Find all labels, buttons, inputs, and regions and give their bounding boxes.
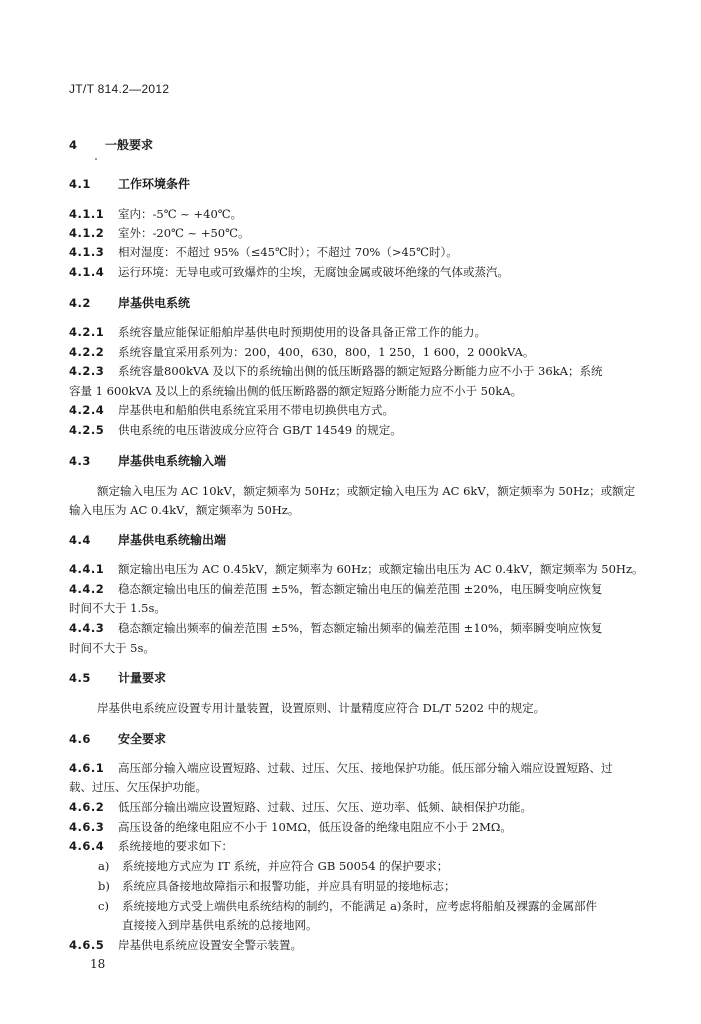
clause-number: 4.4.3 [69, 621, 105, 635]
section-4-5-text: 岸基供电系统应设置专用计量装置，设置原则、计量精度应符合 DL/T 5202 中的规定。 [97, 701, 546, 715]
clause-number: 4.6.1 [69, 761, 105, 775]
clause-4-6-1-continued: 载、过压、欠压保护功能。 [69, 780, 207, 794]
clause-number: 4.1.1 [69, 207, 105, 221]
clause-number: 4.4.2 [69, 582, 105, 596]
clause-number: 4.2.4 [69, 403, 105, 417]
clause-text: 系统容量宜采用系列为：200，400，630，800，1 250，1 600，2 000kVA。 [118, 345, 535, 359]
clause-number: 4.6.4 [69, 839, 105, 853]
list-item-text: 系统接地方式受上端供电系统结构的制约，不能满足 a)条时，应考虑将船舶及裸露的金属部件 [122, 899, 597, 913]
section-number: 4.3 [69, 454, 91, 468]
clause-number: 4.2.1 [69, 325, 105, 339]
list-item-label: c) [98, 899, 109, 913]
clause-4-6-4 [69, 839, 233, 853]
section-4-2-heading [69, 296, 190, 310]
section-title: 计量要求 [118, 671, 167, 685]
clause-text: 系统容量800kVA 及以下的系统输出侧的低压断路器的额定短路分断能力应不小于 36kA；系统 [118, 364, 603, 378]
page-number: 18 [90, 957, 106, 971]
clause-text: 室内：-5℃ ~ +40℃。 [118, 207, 243, 221]
section-4-6-heading [69, 732, 166, 746]
scan-speck [95, 158, 97, 160]
clause-number: 4.6.2 [69, 800, 105, 814]
list-item-b [98, 879, 456, 893]
clause-number: 4.6.3 [69, 820, 105, 834]
clause-4-4-1 [69, 562, 644, 576]
clause-text: 低压部分输出端应设置短路、过载、过压、欠压、逆功率、低频、缺相保护功能。 [118, 800, 532, 814]
clause-text: 岸基供电系统应设置安全警示装置。 [118, 938, 302, 952]
clause-number: 4.2.2 [69, 345, 105, 359]
section-4-3-heading [69, 454, 226, 468]
clause-text: 运行环境：无导电或可致爆炸的尘埃，无腐蚀金属或破坏绝缘的气体或蒸汽。 [118, 265, 509, 279]
list-item-text: 系统接地方式应为 IT 系统，并应符合 GB 50054 的保护要求； [122, 859, 449, 873]
section-title: 一般要求 [105, 138, 154, 152]
section-number: 4.6 [69, 732, 91, 746]
clause-number: 4.1.2 [69, 226, 105, 240]
clause-text: 稳态额定输出电压的偏差范围 ±5%，暂态额定输出电压的偏差范围 ±20%，电压瞬变响应恢复 [118, 582, 603, 596]
clause-text: 室外：-20℃ ~ +50℃。 [118, 226, 250, 240]
section-title: 工作环境条件 [118, 177, 191, 191]
section-title: 岸基供电系统 [118, 296, 191, 310]
section-number: 4.1 [69, 177, 91, 191]
list-item-label: a) [98, 859, 110, 873]
clause-4-1-3 [69, 245, 458, 259]
clause-4-2-4 [69, 403, 394, 417]
clause-text: 高压部分输入端应设置短路、过载、过压、欠压、接地保护功能。低压部分输入端应设置短路、过 [118, 761, 613, 775]
clause-4-1-2 [69, 226, 249, 240]
clause-number: 4.2.5 [69, 423, 105, 437]
list-item-text: 系统应具备接地故障指示和报警功能，并应具有明显的接地标志； [122, 879, 456, 893]
section-title: 安全要求 [118, 732, 167, 746]
clause-4-2-3-continued: 容量 1 600kVA 及以上的系统输出侧的低压断路器的额定短路分断能力应不小于 50kA。 [69, 384, 523, 398]
section-title: 岸基供电系统输入端 [118, 454, 227, 468]
clause-4-1-1 [69, 207, 242, 221]
clause-4-6-1 [69, 761, 613, 775]
clause-4-4-3 [69, 621, 602, 635]
list-item-a [98, 859, 448, 873]
section-4-5-heading [69, 671, 166, 685]
clause-number: 4.1.4 [69, 265, 105, 279]
section-4-heading [69, 138, 153, 152]
clause-4-2-2 [69, 345, 534, 359]
clause-text: 系统容量应能保证船舶岸基供电时预期使用的设备具备正常工作的能力。 [118, 325, 486, 339]
clause-4-2-3 [69, 364, 602, 378]
clause-number: 4.2.3 [69, 364, 105, 378]
section-4-4-heading [69, 533, 226, 547]
clause-number: 4.1.3 [69, 245, 105, 259]
clause-4-6-3 [69, 820, 512, 834]
standard-code-header: JT/T 814.2—2012 [69, 82, 170, 96]
section-title: 岸基供电系统输出端 [118, 533, 227, 547]
clause-4-2-5 [69, 423, 402, 437]
clause-text: 岸基供电和船舶供电系统宜采用不带电切换供电方式。 [118, 403, 394, 417]
clause-text: 系统接地的要求如下： [118, 839, 233, 853]
clause-text: 供电系统的电压谐波成分应符合 GB/T 14549 的规定。 [118, 423, 402, 437]
clause-text: 相对湿度：不超过 95%（≤45℃时）；不超过 70%（>45℃时）。 [118, 245, 458, 259]
clause-text: 额定输出电压为 AC 0.45kV，额定频率为 60Hz；或额定输出电压为 AC 0.4kV，额定频率为 50Hz。 [118, 562, 644, 576]
clause-text: 稳态额定输出频率的偏差范围 ±5%，暂态额定输出频率的偏差范围 ±10%，频率瞬变响应恢复 [118, 621, 603, 635]
clause-text: 高压设备的绝缘电阻应不小于 10MΩ，低压设备的绝缘电阻应不小于 2MΩ。 [118, 820, 512, 834]
list-item-c [98, 899, 597, 913]
clause-4-1-4 [69, 265, 509, 279]
clause-4-6-5 [69, 938, 302, 952]
section-number: 4.5 [69, 671, 91, 685]
clause-4-4-2-continued: 时间不大于 1.5s。 [69, 601, 166, 615]
clause-number: 4.6.5 [69, 938, 105, 952]
section-number: 4 [69, 138, 78, 152]
clause-4-4-3-continued: 时间不大于 5s。 [69, 641, 155, 655]
section-number: 4.2 [69, 296, 91, 310]
section-number: 4.4 [69, 533, 91, 547]
section-4-3-text-continued: 输入电压为 AC 0.4kV，额定频率为 50Hz。 [69, 503, 300, 517]
clause-4-6-2 [69, 800, 532, 814]
section-4-3-text: 额定输入电压为 AC 10kV，额定频率为 50Hz；或额定输入电压为 AC 6kV，额定频率为 50Hz；或额定 [97, 484, 636, 498]
clause-number: 4.4.1 [69, 562, 105, 576]
list-item-label: b) [98, 879, 110, 893]
list-item-c-continued: 直接接入到岸基供电系统的总接地网。 [122, 918, 318, 932]
clause-4-4-2 [69, 582, 602, 596]
clause-4-2-1 [69, 325, 486, 339]
section-4-1-heading [69, 177, 190, 191]
